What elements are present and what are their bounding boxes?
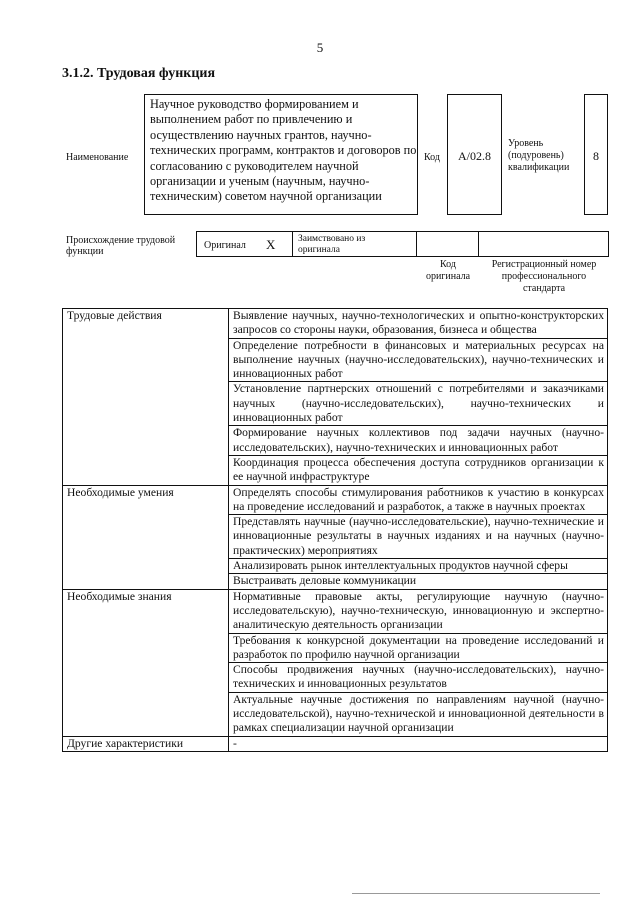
table-row — [63, 736, 608, 751]
row-category: Необходимые умения — [63, 485, 229, 589]
code-original-caption: Код оригинала — [425, 259, 471, 282]
original-mark: X — [266, 237, 276, 252]
function-name-text: Научное руководство формированием и выполнением работ по привлечению и осуществлению научных грантов, научно-технических программ, контрактов и договоров по согласованию с руководителем научной организации и ученым (научным, научно-техническим) советом научной организации — [150, 97, 417, 204]
divider — [478, 231, 479, 257]
section-title: 3.1.2. Трудовая функция — [62, 66, 216, 81]
table-cell: Координация процесса обеспечения доступа сотрудников организации к ее научной инфраструктуре — [229, 455, 608, 485]
table-cell: Формирование научных коллективов под задачи научных (научно-исследовательских), научно-технических и инновационных работ — [229, 426, 608, 456]
footer-line — [352, 893, 600, 894]
table-row — [63, 309, 608, 339]
table-row — [63, 485, 608, 515]
row-category: Необходимые знания — [63, 589, 229, 736]
original-label: Оригинал — [204, 240, 246, 251]
level-label: Уровень (подуровень) квалификации — [508, 138, 570, 173]
row-category: Трудовые действия — [63, 309, 229, 486]
code-label: Код — [424, 152, 440, 163]
table-cell: Требования к конкурсной документации на проведение исследований и разработок по профилю научной организации — [229, 633, 608, 663]
table-cell: Актуальные научные достижения по направлениям научной (научно-исследовательской), научно-технической и инновационной деятельности в рамках специализации научной организации — [229, 692, 608, 736]
table-row — [63, 589, 608, 633]
table-cell: Нормативные правовые акты, регулирующие научную (научно-исследовательскую), научно-техническую, инновационную и экспертно-аналитическую деятельность организации — [229, 589, 608, 633]
divider — [416, 231, 417, 257]
table-cell: Выстраивать деловые коммуникации — [229, 574, 608, 589]
function-name-box — [144, 94, 418, 215]
table-cell: - — [229, 736, 608, 751]
table-cell: Установление партнерских отношений с потребителями и заказчиками научных (научно-исследовательских), научно-технических и инновационных работ — [229, 382, 608, 426]
level-box — [584, 94, 608, 215]
labor-function-table — [62, 308, 608, 752]
table-cell: Определение потребности в финансовых и материальных ресурсах на выполнение научных (научно-исследовательских), научно-технических и инновационных работ — [229, 338, 608, 382]
level-value: 8 — [593, 149, 599, 163]
table-cell: Определять способы стимулирования работников к участию в конкурсах на проведение исследований и разработок, а также в научных проектах — [229, 485, 608, 515]
page-number: 5 — [316, 40, 324, 55]
borrowed-label: Заимствовано из оригинала — [298, 234, 366, 255]
table-cell: Представлять научные (научно-исследовательские), научно-технические и инновационные результаты в научных изданиях и на научных (научно-практических) мероприятиях — [229, 515, 608, 559]
table-cell: Способы продвижения научных (научно-исследовательских), научно-технических и инновационных результатов — [229, 663, 608, 693]
table-cell: Выявление научных, научно-технологических и опытно-конструкторских запросов со стороны науки, образования, бизнеса и общества — [229, 309, 608, 339]
row-category: Другие характеристики — [63, 736, 229, 751]
name-label: Наименование — [66, 152, 129, 163]
divider — [292, 231, 293, 257]
origin-label: Происхождение трудовой функции — [66, 235, 176, 257]
code-box — [447, 94, 502, 215]
code-value: A/02.8 — [458, 149, 491, 163]
reg-number-caption: Регистрационный номер профессионального стандарта — [491, 259, 597, 294]
table-cell: Анализировать рынок интеллектуальных продуктов научной сферы — [229, 559, 608, 574]
